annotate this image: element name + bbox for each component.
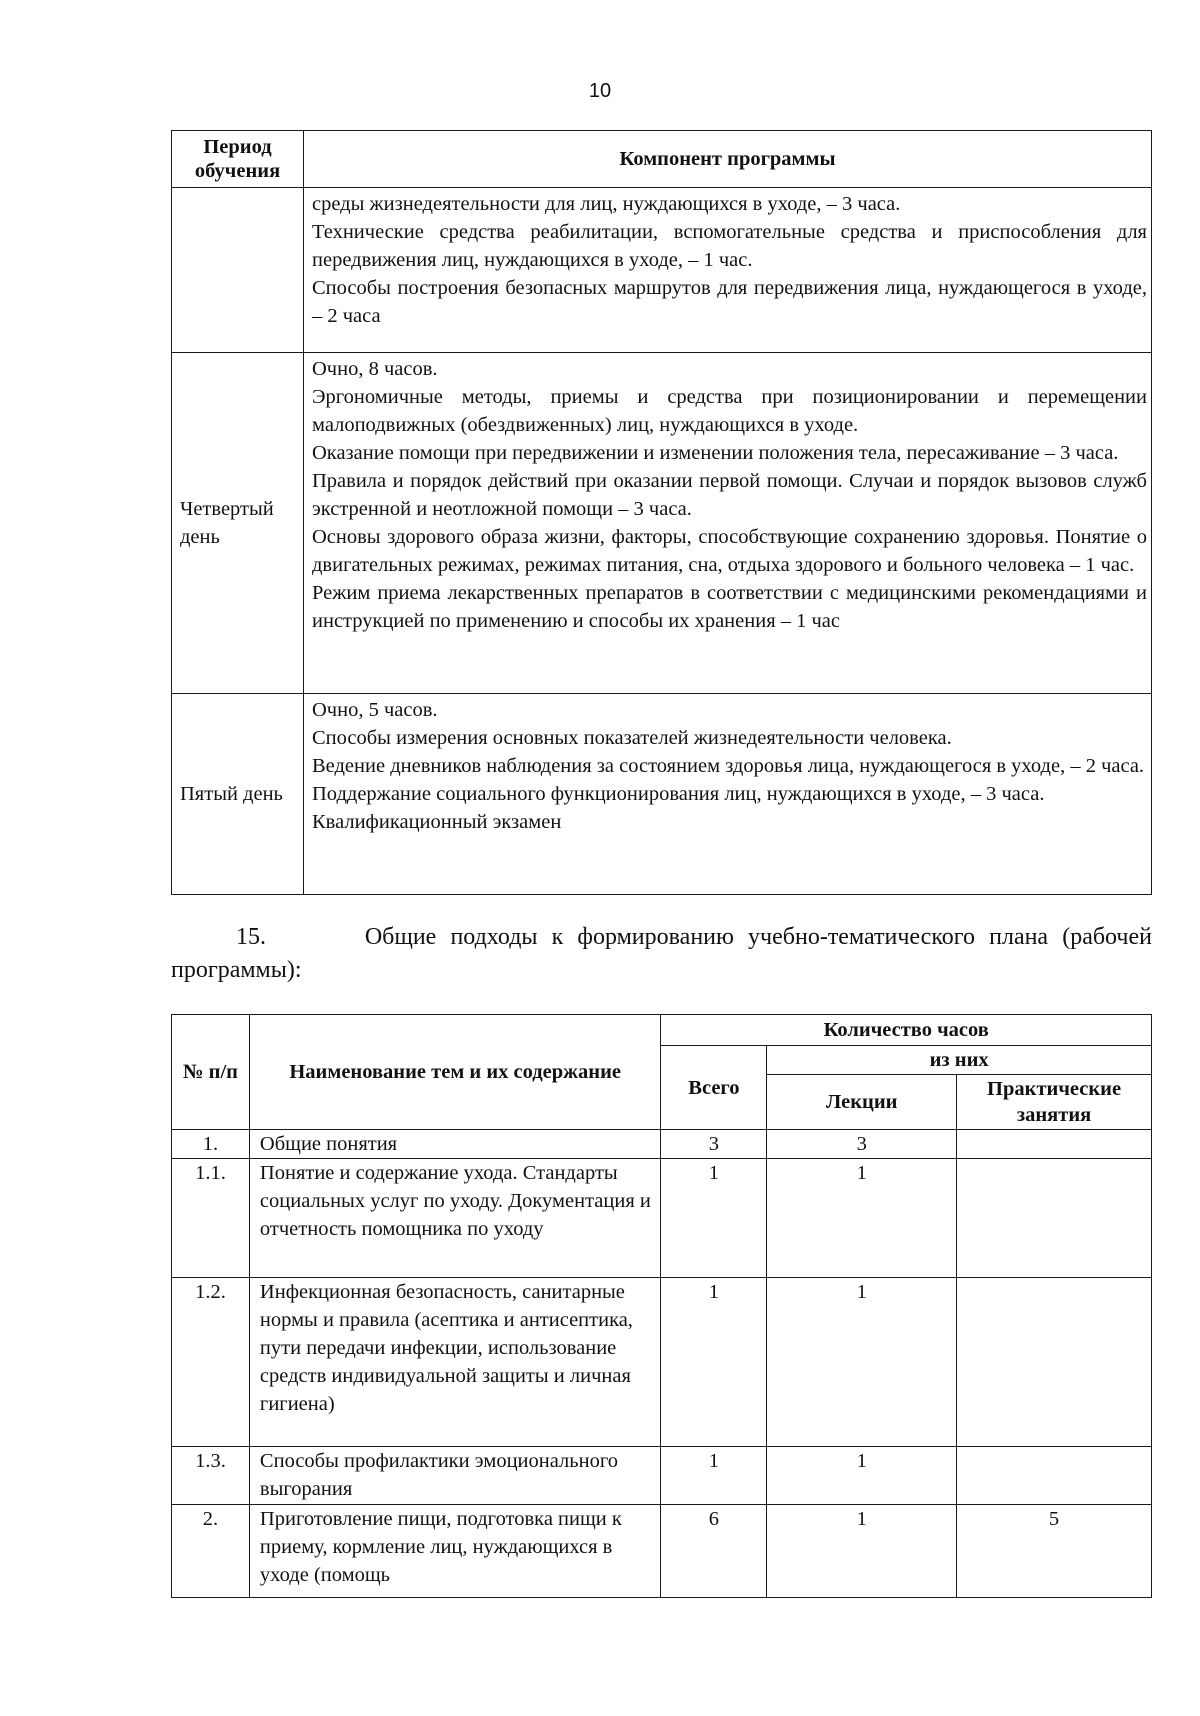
component-cell	[304, 353, 1152, 694]
component-line: Поддержание социального функционирования лиц, нуждающихся в уходе, – 3 часа.	[312, 783, 1045, 805]
topic-name: Инфекционная безопасность, санитарные нормы и правила (асептика и антисептика, пути передачи инфекции, использование средств индивидуальной защиты и личная гигиена)	[249, 1278, 661, 1447]
component-line: Эргономичные методы, приемы и средства при позиционировании и перемещении малоподвижных (обездвиженных) лиц, нуждающихся в уходе.	[312, 386, 1147, 436]
component-line: Режим приема лекарственных препаратов в соответствии с медицинскими рекомендациями и инструкцией по применению и способы их хранения – 1 час	[312, 582, 1147, 632]
table-row	[172, 1505, 1152, 1598]
hours-practice	[957, 1447, 1152, 1505]
header-lectures: Лекции	[767, 1075, 957, 1130]
topic-name: Приготовление пищи, подготовка пищи к приему, кормление лиц, нуждающихся в уходе (помощь	[249, 1505, 661, 1598]
header-num: № п/п	[172, 1015, 250, 1130]
component-line: Оказание помощи при передвижении и изменении положения тела, пересаживание – 3 часа.	[312, 442, 1119, 464]
section-text: Общие подходы к формированию учебно-тематического плана (рабочей программы):	[171, 924, 1153, 983]
component-line: Очно, 5 часов.	[312, 699, 438, 721]
hours-total: 6	[661, 1505, 767, 1598]
section-number: 15.	[236, 924, 266, 950]
header-total: Всего	[661, 1046, 767, 1130]
section-paragraph	[171, 921, 1152, 987]
hours-practice	[957, 1159, 1152, 1278]
header-component: Компонент программы	[304, 131, 1152, 188]
curriculum-table	[171, 1014, 1152, 1598]
component-cell	[304, 188, 1152, 353]
hours-lectures: 1	[767, 1447, 957, 1505]
hours-total: 1	[661, 1159, 767, 1278]
topic-name: Общие понятия	[249, 1130, 661, 1159]
component-line: Технические средства реабилитации, вспомогательные средства и приспособления для передвижения лиц, нуждающихся в уходе, – 1 час.	[312, 221, 1147, 271]
hours-total: 1	[661, 1447, 767, 1505]
header-practice: Практические занятия	[957, 1075, 1152, 1130]
component-cell	[304, 694, 1152, 895]
hours-lectures: 3	[767, 1130, 957, 1159]
table-row	[172, 188, 1152, 353]
component-line: Способы построения безопасных маршрутов для передвижения лица, нуждающегося в уходе, – 2 часа	[312, 277, 1147, 327]
header-hours: Количество часов	[661, 1015, 1152, 1046]
row-number: 1.	[172, 1130, 250, 1159]
table-row	[172, 1447, 1152, 1505]
component-line: Ведение дневников наблюдения за состоянием здоровья лица, нуждающегося в уходе, – 2 часа.	[312, 755, 1145, 777]
component-line: Способы измерения основных показателей жизнедеятельности человека.	[312, 727, 952, 749]
topic-name: Способы профилактики эмоционального выгорания	[249, 1447, 661, 1505]
row-number: 1.2.	[172, 1278, 250, 1447]
hours-practice	[957, 1130, 1152, 1159]
table-row	[172, 1130, 1152, 1159]
topic-name: Понятие и содержание ухода. Стандарты социальных услуг по уходу. Документация и отчетность помощника по уходу	[249, 1159, 661, 1278]
header-of-them: из них	[767, 1046, 1152, 1075]
hours-total: 1	[661, 1278, 767, 1447]
hours-lectures: 1	[767, 1278, 957, 1447]
row-number: 2.	[172, 1505, 250, 1598]
table-row	[172, 1159, 1152, 1278]
component-line: Правила и порядок действий при оказании первой помощи. Случаи и порядок вызовов служб экстренной и неотложной помощи – 3 часа.	[312, 470, 1147, 520]
table-header-row	[172, 131, 1152, 188]
page-number: 10	[588, 80, 612, 102]
period-cell: Четвертый день	[172, 353, 304, 694]
row-number: 1.3.	[172, 1447, 250, 1505]
component-line: Очно, 8 часов.	[312, 358, 438, 380]
header-period: Период обучения	[172, 131, 304, 188]
hours-lectures: 1	[767, 1159, 957, 1278]
component-line: Основы здорового образа жизни, факторы, способствующие сохранению здоровья. Понятие о двигательных режимах, режимах питания, сна, отдыха здорового и больного человека – 1 час.	[312, 526, 1147, 576]
period-cell	[172, 188, 304, 353]
period-cell: Пятый день	[172, 694, 304, 895]
hours-practice	[957, 1278, 1152, 1447]
header-name: Наименование тем и их содержание	[249, 1015, 661, 1130]
table-row	[172, 353, 1152, 694]
table-header-row	[172, 1015, 1152, 1046]
hours-practice: 5	[957, 1505, 1152, 1598]
component-line: Квалификационный экзамен	[312, 811, 562, 833]
component-line: среды жизнедеятельности для лиц, нуждающихся в уходе, – 3 часа.	[312, 193, 901, 215]
program-schedule-table	[171, 130, 1152, 895]
row-number: 1.1.	[172, 1159, 250, 1278]
hours-lectures: 1	[767, 1505, 957, 1598]
table-row	[172, 1278, 1152, 1447]
table-row	[172, 694, 1152, 895]
hours-total: 3	[661, 1130, 767, 1159]
